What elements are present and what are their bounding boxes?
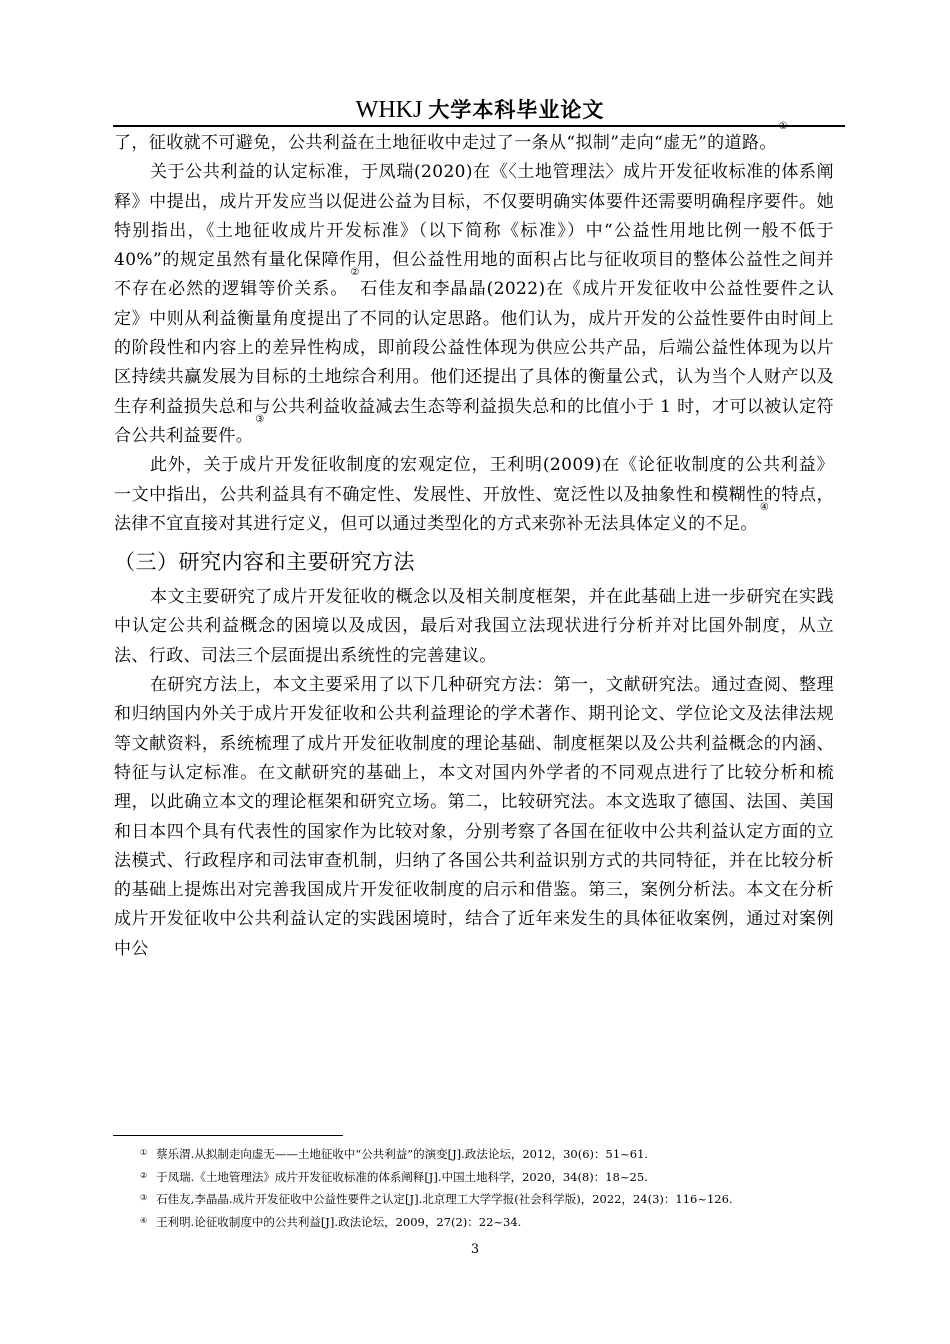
footnote-3-number: ③ — [140, 1193, 148, 1202]
footnote-2-number: ② — [140, 1170, 148, 1180]
footnote-4 — [140, 1211, 860, 1234]
footnote-marker-1[interactable]: ① — [778, 121, 789, 132]
page-number: 3 — [470, 1242, 480, 1257]
footnote-1-text: 蔡乐渭.从拟制走向虚无——土地征收中“公共利益”的演变[J].政法论坛，2012，30(6)：51~61. — [156, 1147, 649, 1161]
paragraph-2 — [114, 158, 834, 451]
paragraph-3-text: 此外，关于成片开发征收制度的宏观定位，王利明(2009)在《论征收制度的公共利益》一文中指出，公共利益具有不确定性、发展性、开放性、宽泛性以及抽象性和模糊性的特点，法律不宜直接对其进行定义，但可以通过类型化的方式来弥补无法具体定义的不足。 — [114, 455, 834, 534]
paragraph-2-text-a: 关于公共利益的认定标准，于凤瑞(2020)在《〈土地管理法〉成片开发征收标准的体系阐释》中提出，成片开发应当以促进公益为目标，不仅要明确实体要件还需要明确程序要件。她特别指出，《土地征收成片开发标准》（以下简称《标准》）中“公益性用地比例一般不低于 40%”的规定虽然有量化保障作用，但公益性用地的面积占比与征收项目的整体公益性之间并不存在必然的逻辑等价关系。 — [114, 162, 834, 300]
paragraph-4: 本文主要研究了成片开发征收的概念以及相关制度框架，并在此基础上进一步研究在实践中认定公共利益概念的困境以及成因，最后对我国立法现状进行分析并对比国外制度，从立法、行政、司法三个层面提出系统性的完善建议。 — [114, 587, 834, 666]
header-title-latin: WHKJ — [355, 97, 429, 123]
paragraph-5: 在研究方法上，本文主要采用了以下几种研究方法：第一，文献研究法。通过查阅、整理和归纳国内外关于成片开发征收和公共利益理论的学术著作、期刊论文、学位论文及法律法规等文献资料，系统梳理了成片开发征收制度的理论基础、制度框架以及公共利益概念的内涵、特征与认定标准。在文献研究的基础上，本文对国内外学者的不同观点进行了比较分析和梳理，以此确立本文的理论框架和研究立场。第二，比较研究法。本文选取了德国、法国、美国和日本四个具有代表性的国家作为比较对象，分别考察了各国在征收中公共利益认定方面的立法模式、行政程序和司法审查机制，归纳了各国公共利益识别方式的共同特征，并在比较分析的基础上提炼出对完善我国成片开发征收制度的启示和借鉴。第三，案例分析法。本文在分析成片开发征收中公共利益认定的实践困境时，结合了近年来发生的具体征收案例，通过对案例中公 — [114, 675, 834, 959]
footnote-marker-3[interactable]: ③ — [255, 413, 265, 425]
footnote-3 — [140, 1188, 860, 1211]
footnote-1 — [140, 1143, 860, 1166]
paragraph-2-text-b: 石佳友和李晶晶(2022)在《成片开发征收中公益性要件之认定》中则从利益衡量角度提出了不同的认定思路。他们认为，成片开发的公益性要件由时间上的阶段性和内容上的差异性构成，即前段公益性体现为供应公共产品，后端公益性体现为以片区持续共赢发展为目标的土地综合利用。他们还提出了具体的衡量公式，认为当个人财产以及生存利益损失总和与公共利益收益减去生态等利益损失总和的比值小于 1 时，才可以被认定符合公共利益要件。 — [114, 279, 834, 446]
header-divider — [113, 125, 845, 127]
main-body — [114, 121, 834, 964]
footnote-2 — [140, 1166, 860, 1189]
footnote-3-text: 石佳友,李晶晶.成片开发征收中公益性要件之认定[J].北京理工大学学报(社会科学版)，2022，24(3)：116~126. — [156, 1192, 733, 1206]
footnote-4-text: 王利明.论征收制度中的公共利益[J].政法论坛，2009，27(2)：22~34. — [156, 1214, 522, 1229]
footnote-2-text: 于凤瑞.《土地管理法》成片开发征收标准的体系阐释[J].中国土地科学，2020，34(8)：18~25. — [156, 1169, 648, 1184]
footnote-4-number: ④ — [140, 1215, 148, 1225]
footnote-1-number: ① — [140, 1148, 148, 1157]
page-header — [115, 94, 845, 125]
paragraph-3 — [114, 451, 834, 539]
footnote-marker-2[interactable]: ② — [350, 267, 361, 279]
header-title-cjk: 大学本科毕业论文 — [428, 98, 605, 122]
footnote-marker-4[interactable]: ④ — [759, 501, 770, 513]
paragraph-1 — [114, 121, 834, 158]
paragraph-1-text: 了，征收就不可避免，公共利益在土地征收中走过了一条从“拟制”走向“虚无”的道路。 — [114, 133, 777, 153]
section-heading: （三）研究内容和主要研究方法 — [114, 550, 415, 575]
footnote-divider — [113, 1135, 343, 1136]
footnotes — [140, 1143, 860, 1233]
